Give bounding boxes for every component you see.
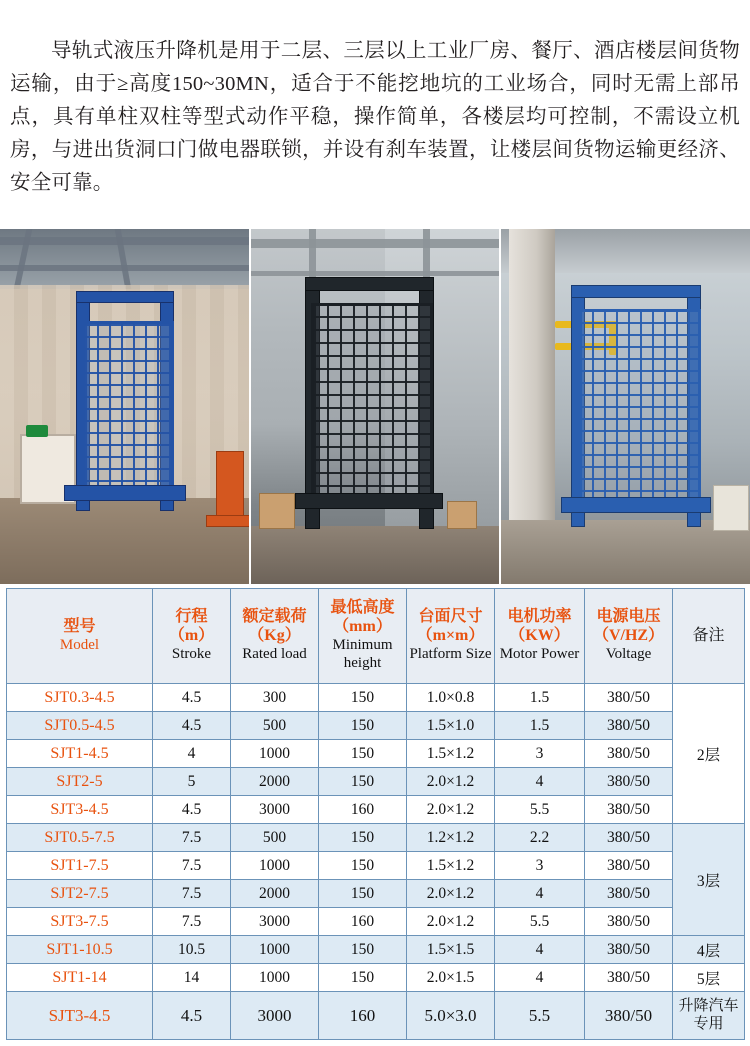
cell-voltage: 380/50 — [585, 964, 673, 992]
product-detail-page — [0, 21, 750, 1032]
cell-stroke: 7.5 — [153, 908, 231, 936]
cart-base — [206, 515, 249, 527]
table-row — [7, 768, 745, 796]
cell-voltage: 380/50 — [585, 880, 673, 908]
cell-size: 1.5×1.5 — [407, 936, 495, 964]
header-rated-load: 额定载荷 （Kg） Rated load — [231, 589, 319, 684]
cell-height: 160 — [319, 908, 407, 936]
lift-top-crossbar — [571, 285, 701, 298]
cell-load: 3000 — [231, 992, 319, 1040]
lift-cage — [577, 309, 701, 507]
header-platform-size: 台面尺寸 （m×m） Platform Size — [407, 589, 495, 684]
factory-floor — [251, 526, 500, 584]
cell-load: 500 — [231, 712, 319, 740]
header-voltage: 电源电压 （V/HZ） Voltage — [585, 589, 673, 684]
cell-stroke: 4.5 — [153, 684, 231, 712]
workshop-floor — [0, 498, 249, 584]
cell-load: 500 — [231, 824, 319, 852]
cell-size: 2.0×1.5 — [407, 964, 495, 992]
cell-power: 4 — [495, 936, 585, 964]
photo-strip — [0, 229, 750, 584]
table-row — [7, 964, 745, 992]
cell-stroke: 4 — [153, 740, 231, 768]
table-row — [7, 824, 745, 852]
cell-power: 4 — [495, 880, 585, 908]
cell-stroke: 7.5 — [153, 880, 231, 908]
cell-power: 3 — [495, 852, 585, 880]
lift-top-crossbar — [76, 291, 174, 303]
roof-beam — [251, 239, 500, 248]
cell-size: 1.5×1.0 — [407, 712, 495, 740]
table-row — [7, 796, 745, 824]
cell-model: SJT1-7.5 — [7, 852, 153, 880]
cell-height: 150 — [319, 824, 407, 852]
table-row — [7, 740, 745, 768]
cell-voltage: 380/50 — [585, 936, 673, 964]
cell-power: 3 — [495, 740, 585, 768]
cell-height: 160 — [319, 992, 407, 1040]
cell-height: 150 — [319, 712, 407, 740]
cell-stroke: 7.5 — [153, 824, 231, 852]
cell-height: 150 — [319, 740, 407, 768]
cell-voltage: 380/50 — [585, 684, 673, 712]
cell-voltage: 380/50 — [585, 908, 673, 936]
cell-stroke: 4.5 — [153, 796, 231, 824]
cell-model: SJT2-5 — [7, 768, 153, 796]
header-minimum-height: 最低高度 （mm） Minimum height — [319, 589, 407, 684]
cell-load: 1000 — [231, 740, 319, 768]
cell-model: SJT1-10.5 — [7, 936, 153, 964]
cell-power: 5.5 — [495, 908, 585, 936]
photo-blue-rail-lift-workshop — [0, 229, 249, 584]
photo-blue-lift-beside-column — [501, 229, 750, 584]
table-row — [7, 712, 745, 740]
cell-voltage: 380/50 — [585, 796, 673, 824]
header-model: 型号 Model — [7, 589, 153, 684]
photo-dark-guide-rail-lift — [251, 229, 500, 584]
table-body — [7, 684, 745, 1040]
cell-load: 3000 — [231, 908, 319, 936]
cell-model: SJT3-7.5 — [7, 908, 153, 936]
cell-size: 2.0×1.2 — [407, 908, 495, 936]
cell-height: 150 — [319, 936, 407, 964]
cell-size: 5.0×3.0 — [407, 992, 495, 1040]
lift-cage — [311, 303, 433, 503]
table-row — [7, 852, 745, 880]
cell-height: 150 — [319, 684, 407, 712]
cargo-box — [259, 493, 295, 529]
specification-table — [6, 588, 745, 1040]
cell-power: 5.5 — [495, 796, 585, 824]
table-row — [7, 992, 745, 1040]
lift-platform — [295, 493, 443, 509]
cell-stroke: 4.5 — [153, 992, 231, 1040]
table-row — [7, 908, 745, 936]
cell-model: SJT0.3-4.5 — [7, 684, 153, 712]
cell-voltage: 380/50 — [585, 824, 673, 852]
table-row — [7, 936, 745, 964]
cell-stroke: 14 — [153, 964, 231, 992]
table-row — [7, 684, 745, 712]
cell-model: SJT1-14 — [7, 964, 153, 992]
lift-cage — [82, 321, 174, 497]
cell-voltage: 380/50 — [585, 712, 673, 740]
lift-platform — [561, 497, 711, 513]
cell-voltage: 380/50 — [585, 852, 673, 880]
cell-stroke: 4.5 — [153, 712, 231, 740]
lift-platform — [64, 485, 186, 501]
cell-load: 1000 — [231, 964, 319, 992]
cell-power: 2.2 — [495, 824, 585, 852]
cell-size: 2.0×1.2 — [407, 796, 495, 824]
cell-model: SJT2-7.5 — [7, 880, 153, 908]
intro-paragraph: 导轨式液压升降机是用于二层、三层以上工业厂房、餐厅、酒店楼层间货物运输，由于≥高度150~30MN，适合于不能挖地坑的工业场合，同时无需上部吊点，具有单柱双柱等型式动作平稳，操作简单，各楼层均可控制，不需设立机房，与进出货洞口门做电器联锁，并设有刹车装置，让楼层间货物运输更经济、安全可靠。 — [10, 39, 740, 195]
cell-remark: 5层 — [673, 964, 745, 992]
header-stroke: 行程 （m） Stroke — [153, 589, 231, 684]
cell-model: SJT0.5-7.5 — [7, 824, 153, 852]
cell-remark: 3层 — [673, 824, 745, 936]
cell-power: 5.5 — [495, 992, 585, 1040]
exit-sign — [26, 425, 48, 437]
cell-power: 1.5 — [495, 712, 585, 740]
cell-model: SJT3-4.5 — [7, 992, 153, 1040]
cell-height: 150 — [319, 768, 407, 796]
cell-size: 1.5×1.2 — [407, 852, 495, 880]
cell-stroke: 5 — [153, 768, 231, 796]
header-remark: 备注 — [673, 589, 745, 684]
cell-power: 4 — [495, 964, 585, 992]
cell-power: 4 — [495, 768, 585, 796]
cell-power: 1.5 — [495, 684, 585, 712]
cell-load: 2000 — [231, 768, 319, 796]
cell-height: 150 — [319, 964, 407, 992]
table-row — [7, 880, 745, 908]
ceiling-beam — [0, 237, 249, 245]
cell-load: 1000 — [231, 852, 319, 880]
cell-voltage: 380/50 — [585, 768, 673, 796]
table-header-row — [7, 589, 745, 684]
cell-load: 3000 — [231, 796, 319, 824]
cell-model: SJT0.5-4.5 — [7, 712, 153, 740]
cell-size: 1.5×1.2 — [407, 740, 495, 768]
cell-height: 160 — [319, 796, 407, 824]
cell-voltage: 380/50 — [585, 740, 673, 768]
white-goods-stack — [713, 485, 749, 531]
roof-beam — [251, 271, 500, 276]
cell-load: 2000 — [231, 880, 319, 908]
cargo-box — [447, 501, 477, 529]
cell-load: 1000 — [231, 936, 319, 964]
cell-voltage: 380/50 — [585, 992, 673, 1040]
cell-size: 1.2×1.2 — [407, 824, 495, 852]
cell-model: SJT1-4.5 — [7, 740, 153, 768]
spec-table-wrap — [0, 584, 750, 1046]
cell-stroke: 10.5 — [153, 936, 231, 964]
cell-remark: 升降汽车专用 — [673, 992, 745, 1040]
cell-size: 2.0×1.2 — [407, 880, 495, 908]
cell-remark: 4层 — [673, 936, 745, 964]
orange-cart — [216, 451, 244, 525]
lift-top-crossbar — [305, 277, 434, 291]
cell-remark: 2层 — [673, 684, 745, 824]
cell-height: 150 — [319, 852, 407, 880]
cell-model: SJT3-4.5 — [7, 796, 153, 824]
cell-stroke: 7.5 — [153, 852, 231, 880]
cell-size: 2.0×1.2 — [407, 768, 495, 796]
cell-load: 300 — [231, 684, 319, 712]
header-motor-power: 电机功率 （KW） Motor Power — [495, 589, 585, 684]
cell-size: 1.0×0.8 — [407, 684, 495, 712]
cell-height: 150 — [319, 880, 407, 908]
